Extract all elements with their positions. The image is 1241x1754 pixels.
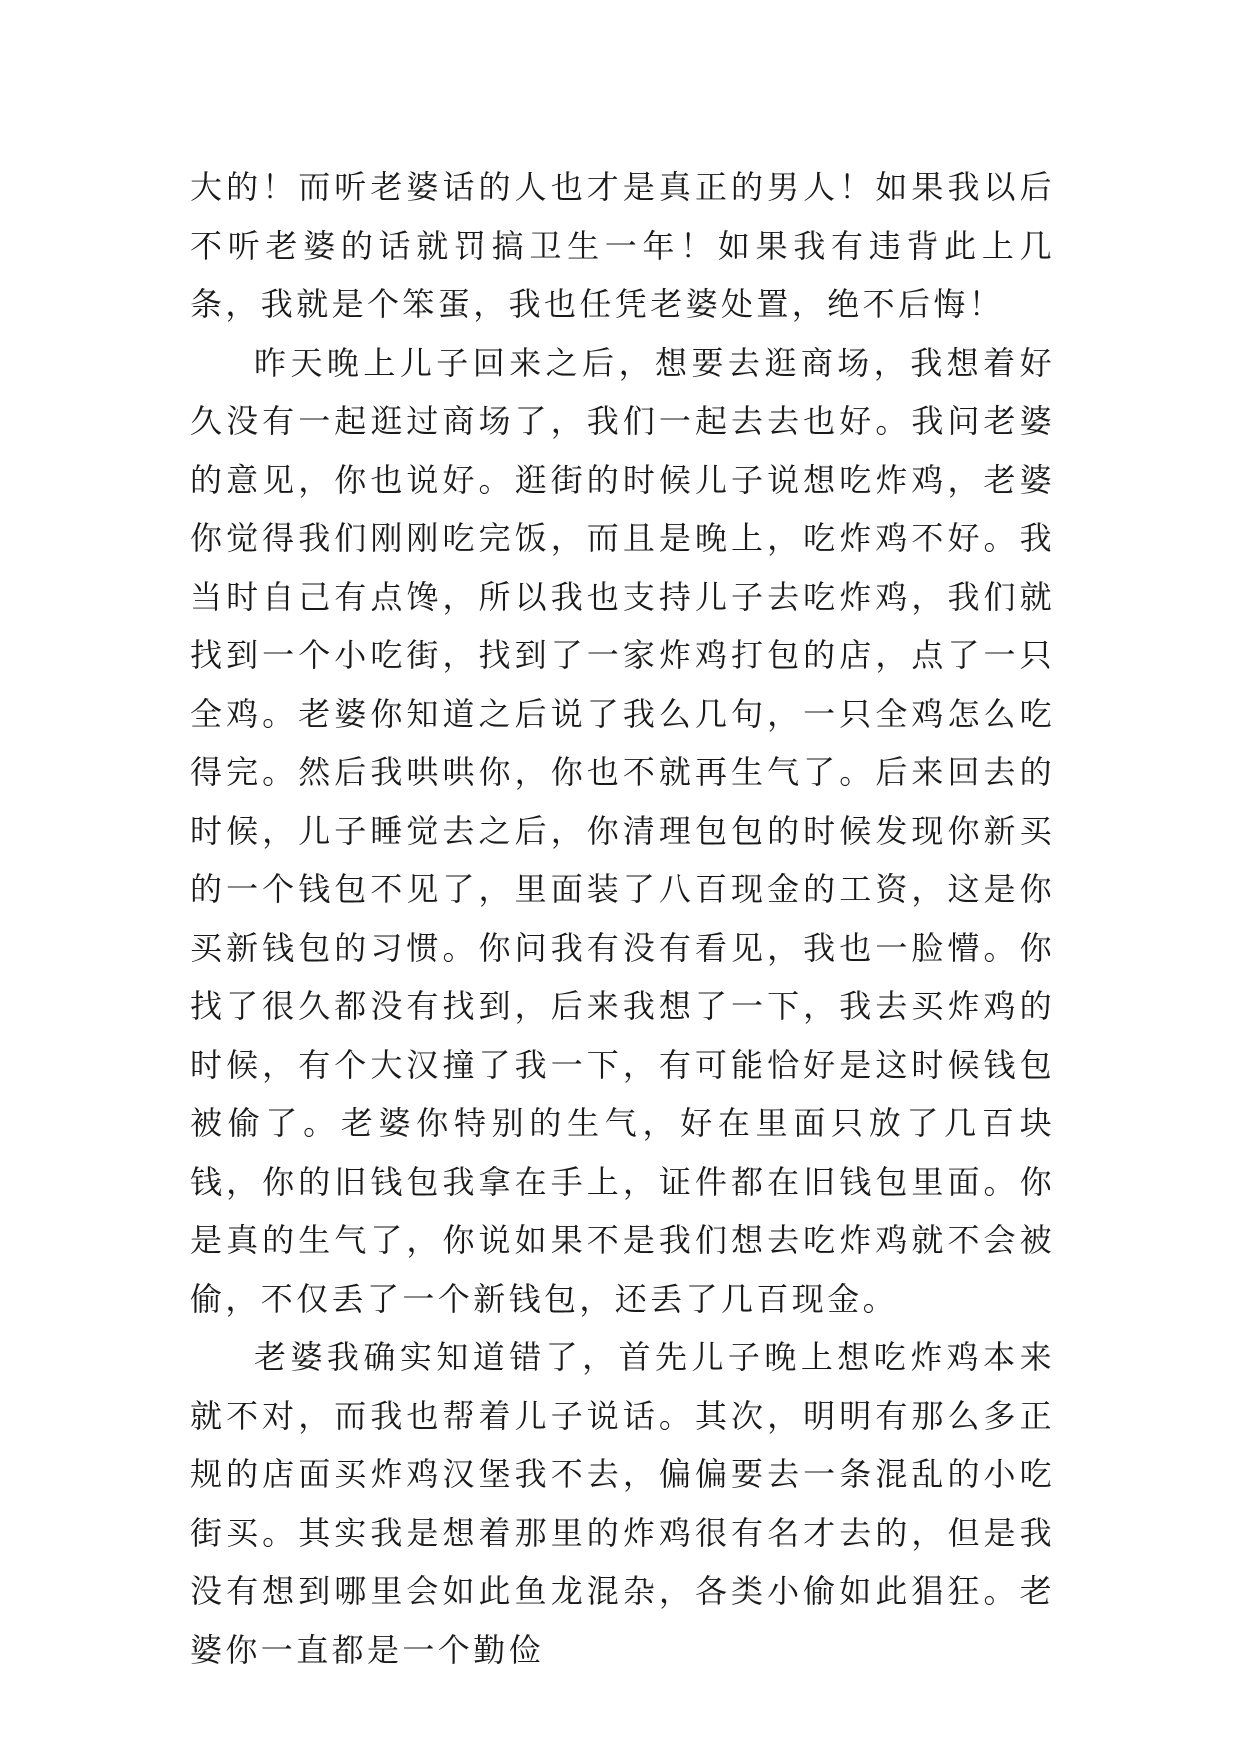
paragraph-apology: 老婆我确实知道错了，首先儿子晚上想吃炸鸡本来就不对，而我也帮着儿子说话。其次，明明有那么多正规的店面买炸鸡汉堡我不去，偏偏要去一条混乱的小吃街买。其实我是想着那里的炸鸡很有名才去的，但是我没有想到哪里会如此鱼龙混杂，各类小偷如此猖狂。老婆你一直都是一个勤俭 xyxy=(190,1338,1055,1669)
document-body xyxy=(190,158,1055,1679)
paragraph-continuation: 大的！而听老婆话的人也才是真正的男人！如果我以后不听老婆的话就罚搞卫生一年！如果我有违背此上几条，我就是个笨蛋，我也任凭老婆处置，绝不后悔！ xyxy=(190,168,1055,323)
paragraph-shopping-story: 昨天晚上儿子回来之后，想要去逛商场，我想着好久没有一起逛过商场了，我们一起去去也好。我问老婆的意见，你也说好。逛街的时候儿子说想吃炸鸡，老婆你觉得我们刚刚吃完饭，而且是晚上，吃炸鸡不好。我当时自己有点馋，所以我也支持儿子去吃炸鸡，我们就找到一个小吃街，找到了一家炸鸡打包的店，点了一只全鸡。老婆你知道之后说了我么几句，一只全鸡怎么吃得完。然后我哄哄你，你也不就再生气了。后来回去的时候，儿子睡觉去之后，你清理包包的时候发现你新买的一个钱包不见了，里面装了八百现金的工资，这是你买新钱包的习惯。你问我有没有看见，我也一脸懵。你找了很久都没有找到，后来我想了一下，我去买炸鸡的时候，有个大汉撞了我一下，有可能恰好是这时候钱包被偷了。老婆你特别的生气，好在里面只放了几百块钱，你的旧钱包我拿在手上，证件都在旧钱包里面。你是真的生气了，你说如果不是我们想去吃炸鸡就不会被偷，不仅丢了一个新钱包，还丢了几百现金。 xyxy=(190,343,1055,1318)
